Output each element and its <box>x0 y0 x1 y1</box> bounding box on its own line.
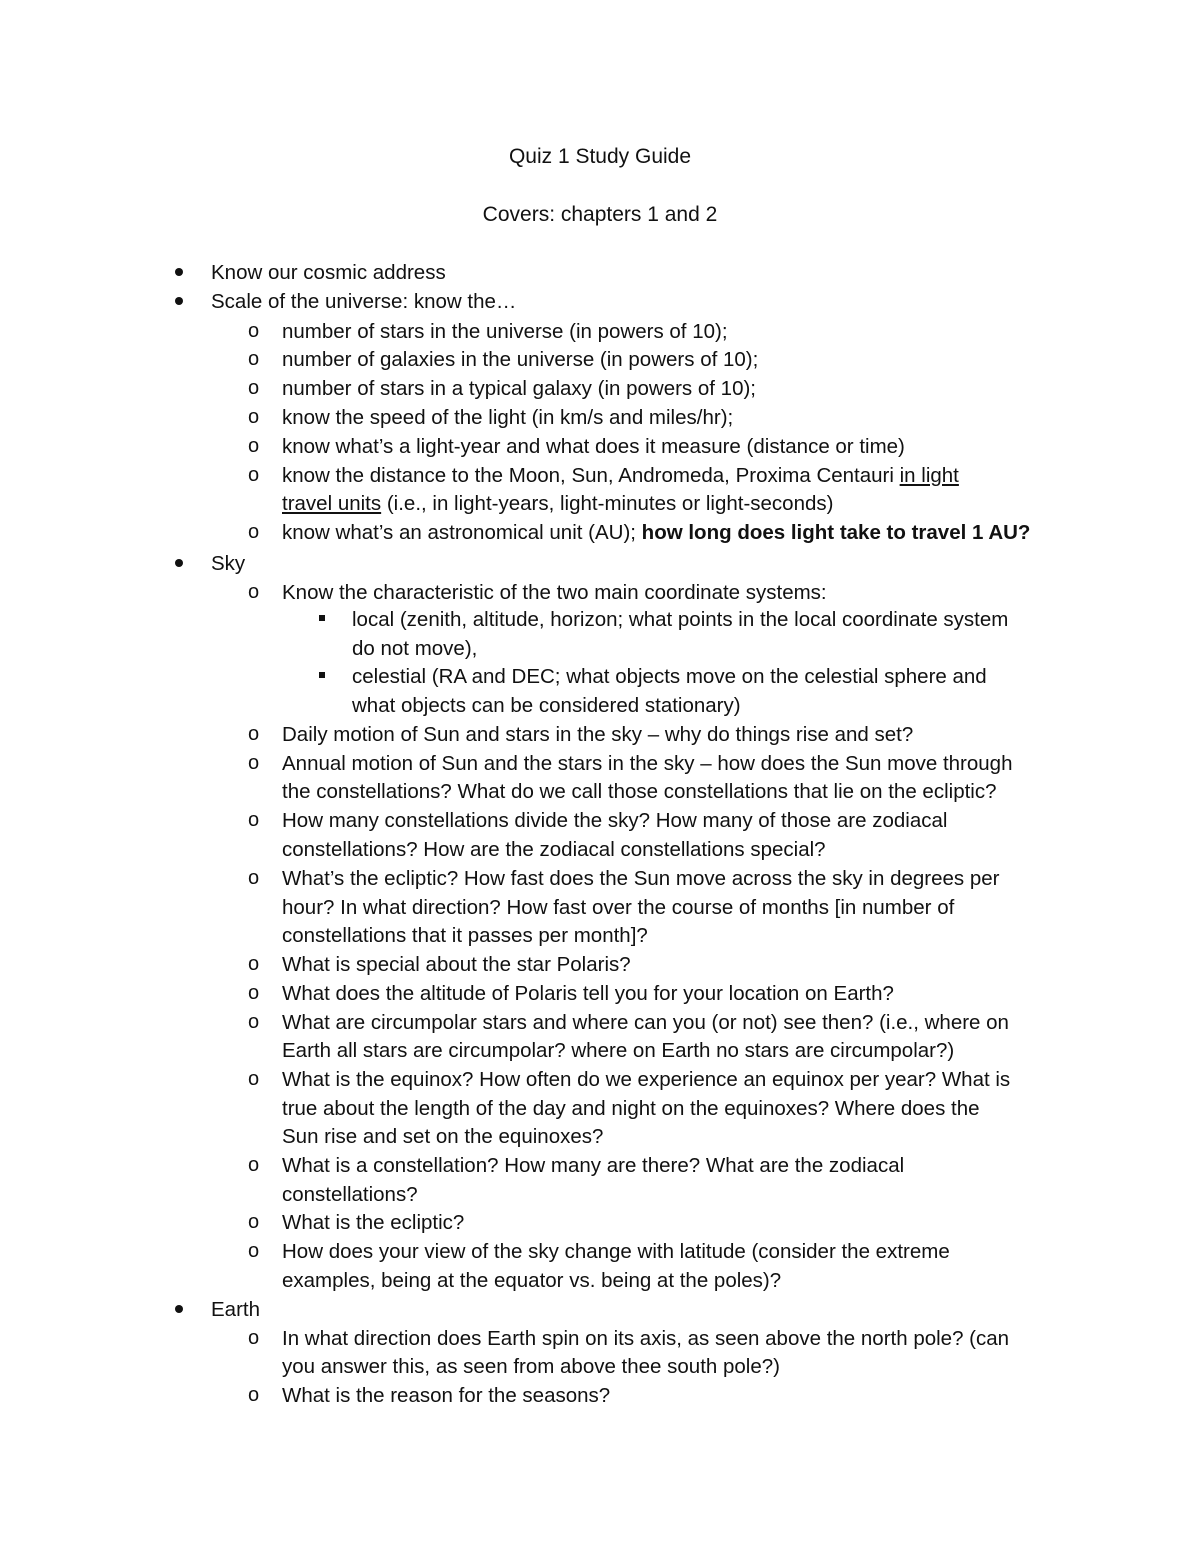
bullet-circle: o <box>248 982 260 1004</box>
list-item: How many constellations divide the sky? How many of those are zodiacal <box>282 809 948 832</box>
list-item: Know our cosmic address <box>211 261 446 284</box>
bullet-circle: o <box>248 752 260 774</box>
bullet-circle: o <box>248 1327 260 1349</box>
list-item-continuation: constellations? <box>282 1183 418 1206</box>
bullet-circle: o <box>248 1154 260 1176</box>
list-item: number of stars in the universe (in powers of 10); <box>282 320 728 343</box>
list-item-continuation: constellations? How are the zodiacal constellations special? <box>282 838 826 861</box>
list-item-text: know the distance to the Moon, Sun, Andromeda, Proxima Centauri <box>282 464 900 487</box>
list-item: What does the altitude of Polaris tell you for your location on Earth? <box>282 982 894 1005</box>
document-title: Quiz 1 Study Guide <box>508 145 692 168</box>
bullet-disc <box>175 559 183 567</box>
list-item: Daily motion of Sun and stars in the sky – why do things rise and set? <box>282 723 914 746</box>
bullet-circle: o <box>248 1384 260 1406</box>
list-item: celestial (RA and DEC; what objects move on the celestial sphere and <box>352 665 987 688</box>
list-item-continuation <box>282 489 833 518</box>
list-item: What is the equinox? How often do we experience an equinox per year? What is <box>282 1068 1011 1091</box>
list-item-text: know what’s an astronomical unit (AU); <box>282 521 642 544</box>
bullet-circle: o <box>248 581 260 603</box>
bullet-disc <box>175 297 183 305</box>
list-item-continuation: constellations that it passes per month]? <box>282 924 648 947</box>
list-item-continuation: Earth all stars are circumpolar? where on Earth no stars are circumpolar?) <box>282 1039 955 1062</box>
bullet-circle: o <box>248 867 260 889</box>
bold-text: how long does light take to travel 1 AU? <box>641 521 1031 544</box>
list-item: In what direction does Earth spin on its axis, as seen above the north pole? (can <box>282 1327 1010 1350</box>
bullet-disc <box>175 268 183 276</box>
list-item: What is special about the star Polaris? <box>282 953 631 976</box>
bullet-circle: o <box>248 521 260 543</box>
bullet-circle: o <box>248 809 260 831</box>
list-item-continuation: hour? In what direction? How fast over the course of months [in number of <box>282 896 955 919</box>
list-item: What is the reason for the seasons? <box>282 1384 611 1407</box>
bullet-circle: o <box>248 377 260 399</box>
bullet-circle: o <box>248 435 260 457</box>
list-item: Know the characteristic of the two main coordinate systems: <box>282 581 827 604</box>
bullet-circle: o <box>248 464 260 486</box>
list-item-continuation: what objects can be considered stationary) <box>352 694 741 717</box>
list-item <box>282 518 1030 547</box>
list-item: What’s the ecliptic? How fast does the Sun move across the sky in degrees per <box>282 867 1000 890</box>
bullet-circle: o <box>248 320 260 342</box>
list-item: know the speed of the light (in km/s and miles/hr); <box>282 406 734 429</box>
list-item: Scale of the universe: know the… <box>211 290 517 313</box>
bullet-square <box>319 672 325 678</box>
list-item-continuation: true about the length of the day and night on the equinoxes? Where does the <box>282 1097 980 1120</box>
bullet-circle: o <box>248 348 260 370</box>
bullet-circle: o <box>248 1240 260 1262</box>
list-item: Sky <box>211 552 246 575</box>
bullet-circle: o <box>248 953 260 975</box>
list-item: number of galaxies in the universe (in powers of 10); <box>282 348 759 371</box>
bullet-disc <box>175 1305 183 1313</box>
list-item-continuation: examples, being at the equator vs. being at the poles)? <box>282 1269 782 1292</box>
bullet-circle: o <box>248 1211 260 1233</box>
list-item-continuation: do not move), <box>352 637 478 660</box>
list-item: local (zenith, altitude, horizon; what points in the local coordinate system <box>352 608 1009 631</box>
list-item: know what’s a light-year and what does it measure (distance or time) <box>282 435 905 458</box>
bullet-circle: o <box>248 1068 260 1090</box>
bullet-circle: o <box>248 406 260 428</box>
list-item: How does your view of the sky change with latitude (consider the extreme <box>282 1240 950 1263</box>
list-item-continuation: the constellations? What do we call those constellations that lie on the ecliptic? <box>282 780 997 803</box>
list-item: What is a constellation? How many are there? What are the zodiacal <box>282 1154 905 1177</box>
list-item-continuation: you answer this, as seen from above thee south pole?) <box>282 1355 780 1378</box>
list-item <box>282 461 959 490</box>
document-subtitle: Covers: chapters 1 and 2 <box>482 203 718 226</box>
list-item: What is the ecliptic? <box>282 1211 465 1234</box>
list-item-continuation: Sun rise and set on the equinoxes? <box>282 1125 604 1148</box>
list-item: Annual motion of Sun and the stars in the sky – how does the Sun move through <box>282 752 1013 775</box>
list-item: What are circumpolar stars and where can you (or not) see then? (i.e., where on <box>282 1011 1009 1034</box>
list-item-text: (i.e., in light-years, light-minutes or light-seconds) <box>381 492 834 515</box>
underlined-text: travel units <box>282 492 382 515</box>
bullet-circle: o <box>248 723 260 745</box>
bullet-circle: o <box>248 1011 260 1033</box>
list-item: number of stars in a typical galaxy (in powers of 10); <box>282 377 756 400</box>
list-item: Earth <box>211 1298 260 1321</box>
underlined-text: in light <box>899 464 959 487</box>
bullet-square <box>319 615 325 621</box>
